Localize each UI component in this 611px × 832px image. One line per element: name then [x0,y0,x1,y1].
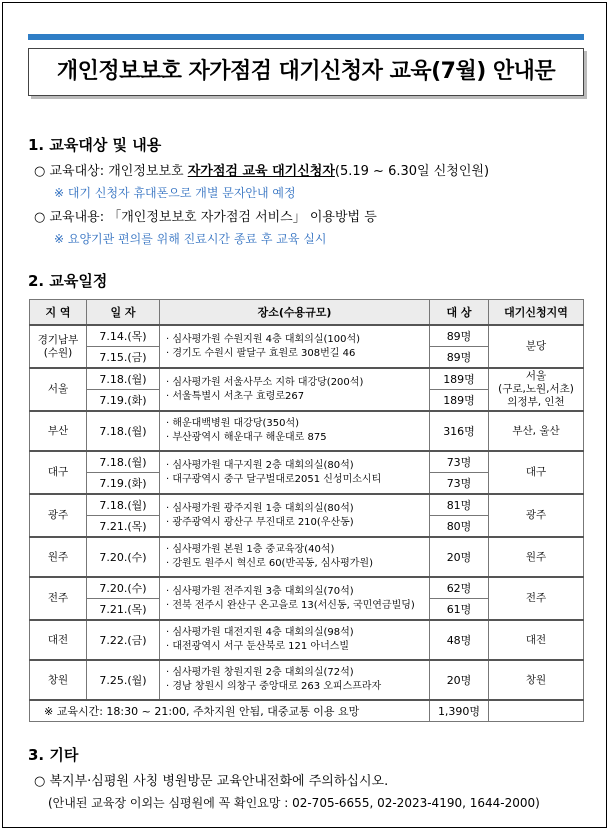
region-cell: 서울 [30,368,87,411]
table-row [30,537,584,577]
table-row [30,325,584,347]
waiting-region-cell: 대구 [489,451,584,494]
target-suffix: (5.19 ~ 6.30일 신청인원) [334,164,490,179]
table-row [30,494,584,516]
header-region: 지 역 [30,300,87,326]
date-cell: 7.19.(화) [87,390,160,412]
region-cell: 창원 [30,660,87,700]
count-cell: 189명 [430,390,489,412]
table-row [30,368,584,390]
target-prefix: ○ 교육대상: 개인정보보호 [34,164,188,179]
count-cell: 316명 [430,411,489,451]
table-row [30,620,584,660]
region-cell: 대전 [30,620,87,660]
date-cell: 7.15.(금) [87,347,160,369]
title-accent-bar [28,34,584,40]
date-cell: 7.14.(목) [87,325,160,347]
header-count: 대 상 [430,300,489,326]
date-cell: 7.25.(월) [87,660,160,700]
table-row [30,577,584,599]
place-cell: · 심사평가원 수원지원 4층 대회의실(100석) · 경기도 수원시 팔달구 효원로 308번길 46 [160,325,430,368]
place-cell: · 심사평가원 본원 1층 중교육장(40석) · 강원도 원주시 혁신로 60(반곡동, 심사평가원) [160,537,430,577]
table-row [30,451,584,473]
education-content-line: ○ 교육내용: 「개인정보보호 자가점검 서비스」 이용방법 등 [34,210,377,225]
waiting-region-cell: 창원 [489,660,584,700]
date-cell: 7.18.(월) [87,451,160,473]
waiting-region-cell: 원주 [489,537,584,577]
date-cell: 7.20.(수) [87,577,160,599]
place-cell: · 심사평가원 전주지원 3층 대회의실(70석) · 전북 전주시 완산구 온고을로 13(서신동, 국민연금빌딩) [160,577,430,620]
header-place: 장소(수용규모) [160,300,430,326]
date-cell: 7.20.(수) [87,537,160,577]
count-cell: 81명 [430,494,489,516]
count-cell: 189명 [430,368,489,390]
count-cell: 61명 [430,599,489,621]
region-cell: 전주 [30,577,87,620]
waiting-region-cell: 분당 [489,325,584,368]
place-cell: · 심사평가원 광주지원 1층 대회의실(80석) · 광주광역시 광산구 무진대로 210(우산동) [160,494,430,537]
table-row [30,411,584,451]
section-2-heading: 2. 교육일정 [28,272,108,290]
count-cell: 89명 [430,325,489,347]
waiting-region-cell: 전주 [489,577,584,620]
date-cell: 7.21.(목) [87,599,160,621]
place-cell: · 심사평가원 창원지원 2층 대회의실(72석) · 경남 창원시 의창구 중앙대로 263 오피스프라자 [160,660,430,700]
region-cell: 경기남부 (수원) [30,325,87,368]
section-1-heading: 1. 교육대상 및 내용 [28,136,162,154]
note-after-hours: ※ 요양기관 편의를 위해 진료시간 종료 후 교육 실시 [54,232,327,246]
note-sms: ※ 대기 신청자 휴대폰으로 개별 문자안내 예정 [54,186,296,200]
education-time-note: ※ 교육시간: 18:30 ~ 21:00, 주차지원 안됨, 대중교통 이용 요망 [30,700,430,722]
count-cell: 73명 [430,451,489,473]
waiting-region-cell: 광주 [489,494,584,537]
count-cell: 89명 [430,347,489,369]
region-cell: 부산 [30,411,87,451]
page-title: 개인정보보호 자가점검 대기신청자 교육(7월) 안내문 [28,48,584,96]
count-cell: 62명 [430,577,489,599]
date-cell: 7.18.(월) [87,494,160,516]
footer-empty-cell [489,700,584,722]
date-cell: 7.21.(목) [87,516,160,538]
place-cell: · 해운대백병원 대강당(350석) · 부산광역시 해운대구 해운대로 875 [160,411,430,451]
waiting-region-cell: 서울 (구로,노원,서초) 의정부, 인천 [489,368,584,411]
place-cell: · 심사평가원 대전지원 4층 대회의실(98석) · 대전광역시 서구 둔산북로 121 아너스빌 [160,620,430,660]
count-cell: 80명 [430,516,489,538]
count-cell: 48명 [430,620,489,660]
table-row [30,660,584,700]
target-emphasis: 자가점검 교육 대기신청자 [187,164,335,179]
schedule-table [29,299,584,722]
table-footer-row [30,700,584,722]
header-waiting-region: 대기신청지역 [489,300,584,326]
place-cell: · 심사평가원 대구지원 2층 대회의실(80석) · 대구광역시 중구 달구벌대로2051 신성미소시티 [160,451,430,494]
total-count: 1,390명 [430,700,489,722]
count-cell: 73명 [430,473,489,495]
header-date: 일 자 [87,300,160,326]
caution-line: ○ 복지부·심평원 사칭 병원방문 교육안내전화에 주의하십시오. [34,774,389,789]
region-cell: 광주 [30,494,87,537]
waiting-region-cell: 부산, 울산 [489,411,584,451]
region-cell: 원주 [30,537,87,577]
region-cell: 대구 [30,451,87,494]
count-cell: 20명 [430,537,489,577]
section-3-heading: 3. 기타 [28,746,79,764]
date-cell: 7.19.(화) [87,473,160,495]
count-cell: 20명 [430,660,489,700]
date-cell: 7.18.(월) [87,411,160,451]
table-header-row [30,300,584,326]
place-cell: · 심사평가원 서울사무소 지하 대강당(200석) · 서울특별시 서초구 효령로267 [160,368,430,411]
date-cell: 7.18.(월) [87,368,160,390]
date-cell: 7.22.(금) [87,620,160,660]
table-body [30,325,584,700]
education-target-line [34,160,489,179]
waiting-region-cell: 대전 [489,620,584,660]
contact-line: (안내된 교육장 이외는 심평원에 꼭 확인요망 : 02-705-6655, 02-2023-4190, 1644-2000) [48,796,540,810]
